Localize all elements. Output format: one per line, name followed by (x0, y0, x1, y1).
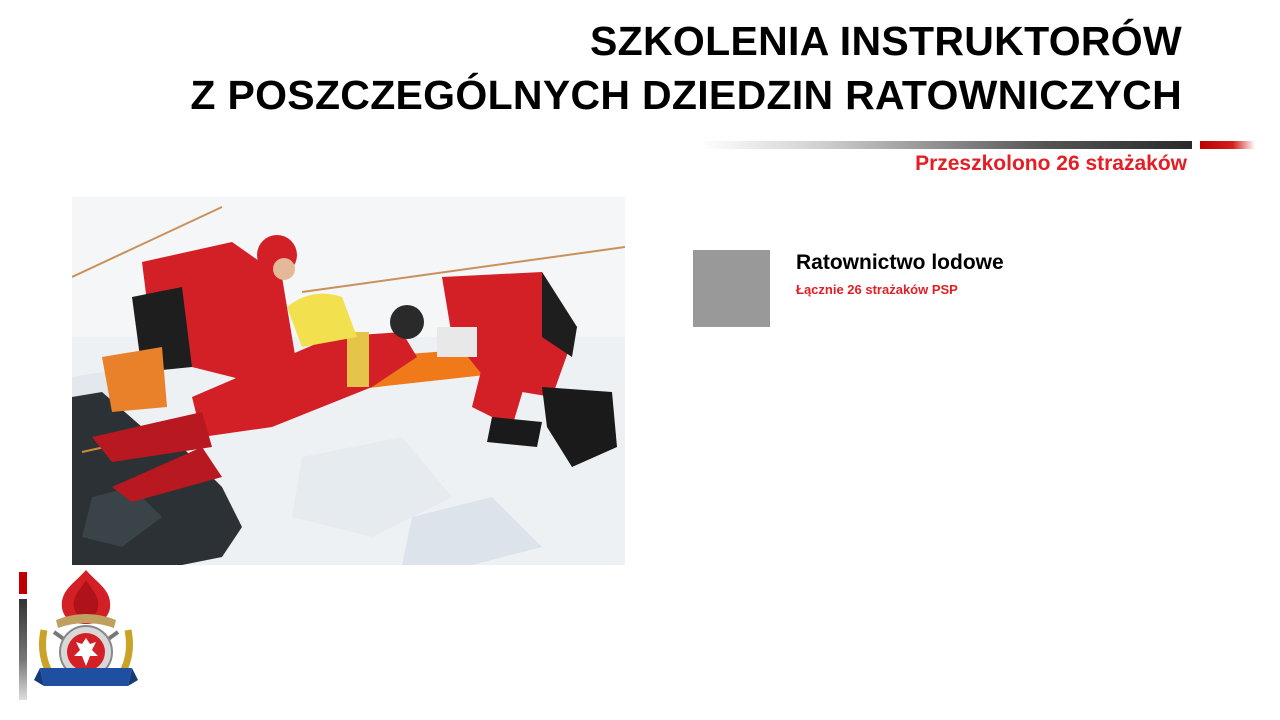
slide-title-line-1: SZKOLENIA INSTRUKTORÓW (590, 18, 1182, 64)
item-thumbnail (693, 250, 770, 327)
slide-title (190, 14, 1182, 122)
trained-count-subtitle: Przeszkolono 26 strażaków (915, 152, 1187, 175)
slide-title-line-2: Z POSZCZEGÓLNYCH DZIEDZIN RATOWNICZYCH (190, 72, 1182, 118)
left-accent-bar-dark (19, 599, 27, 700)
item-subtitle: Łącznie 26 strażaków PSP (796, 282, 958, 297)
title-divider-gray (700, 141, 1192, 149)
left-accent-bar-red (19, 572, 27, 594)
ice-rescue-photo (72, 197, 625, 565)
psp-emblem-icon (34, 570, 138, 700)
title-divider-red (1200, 141, 1255, 149)
item-title: Ratownictwo lodowe (796, 251, 1004, 274)
